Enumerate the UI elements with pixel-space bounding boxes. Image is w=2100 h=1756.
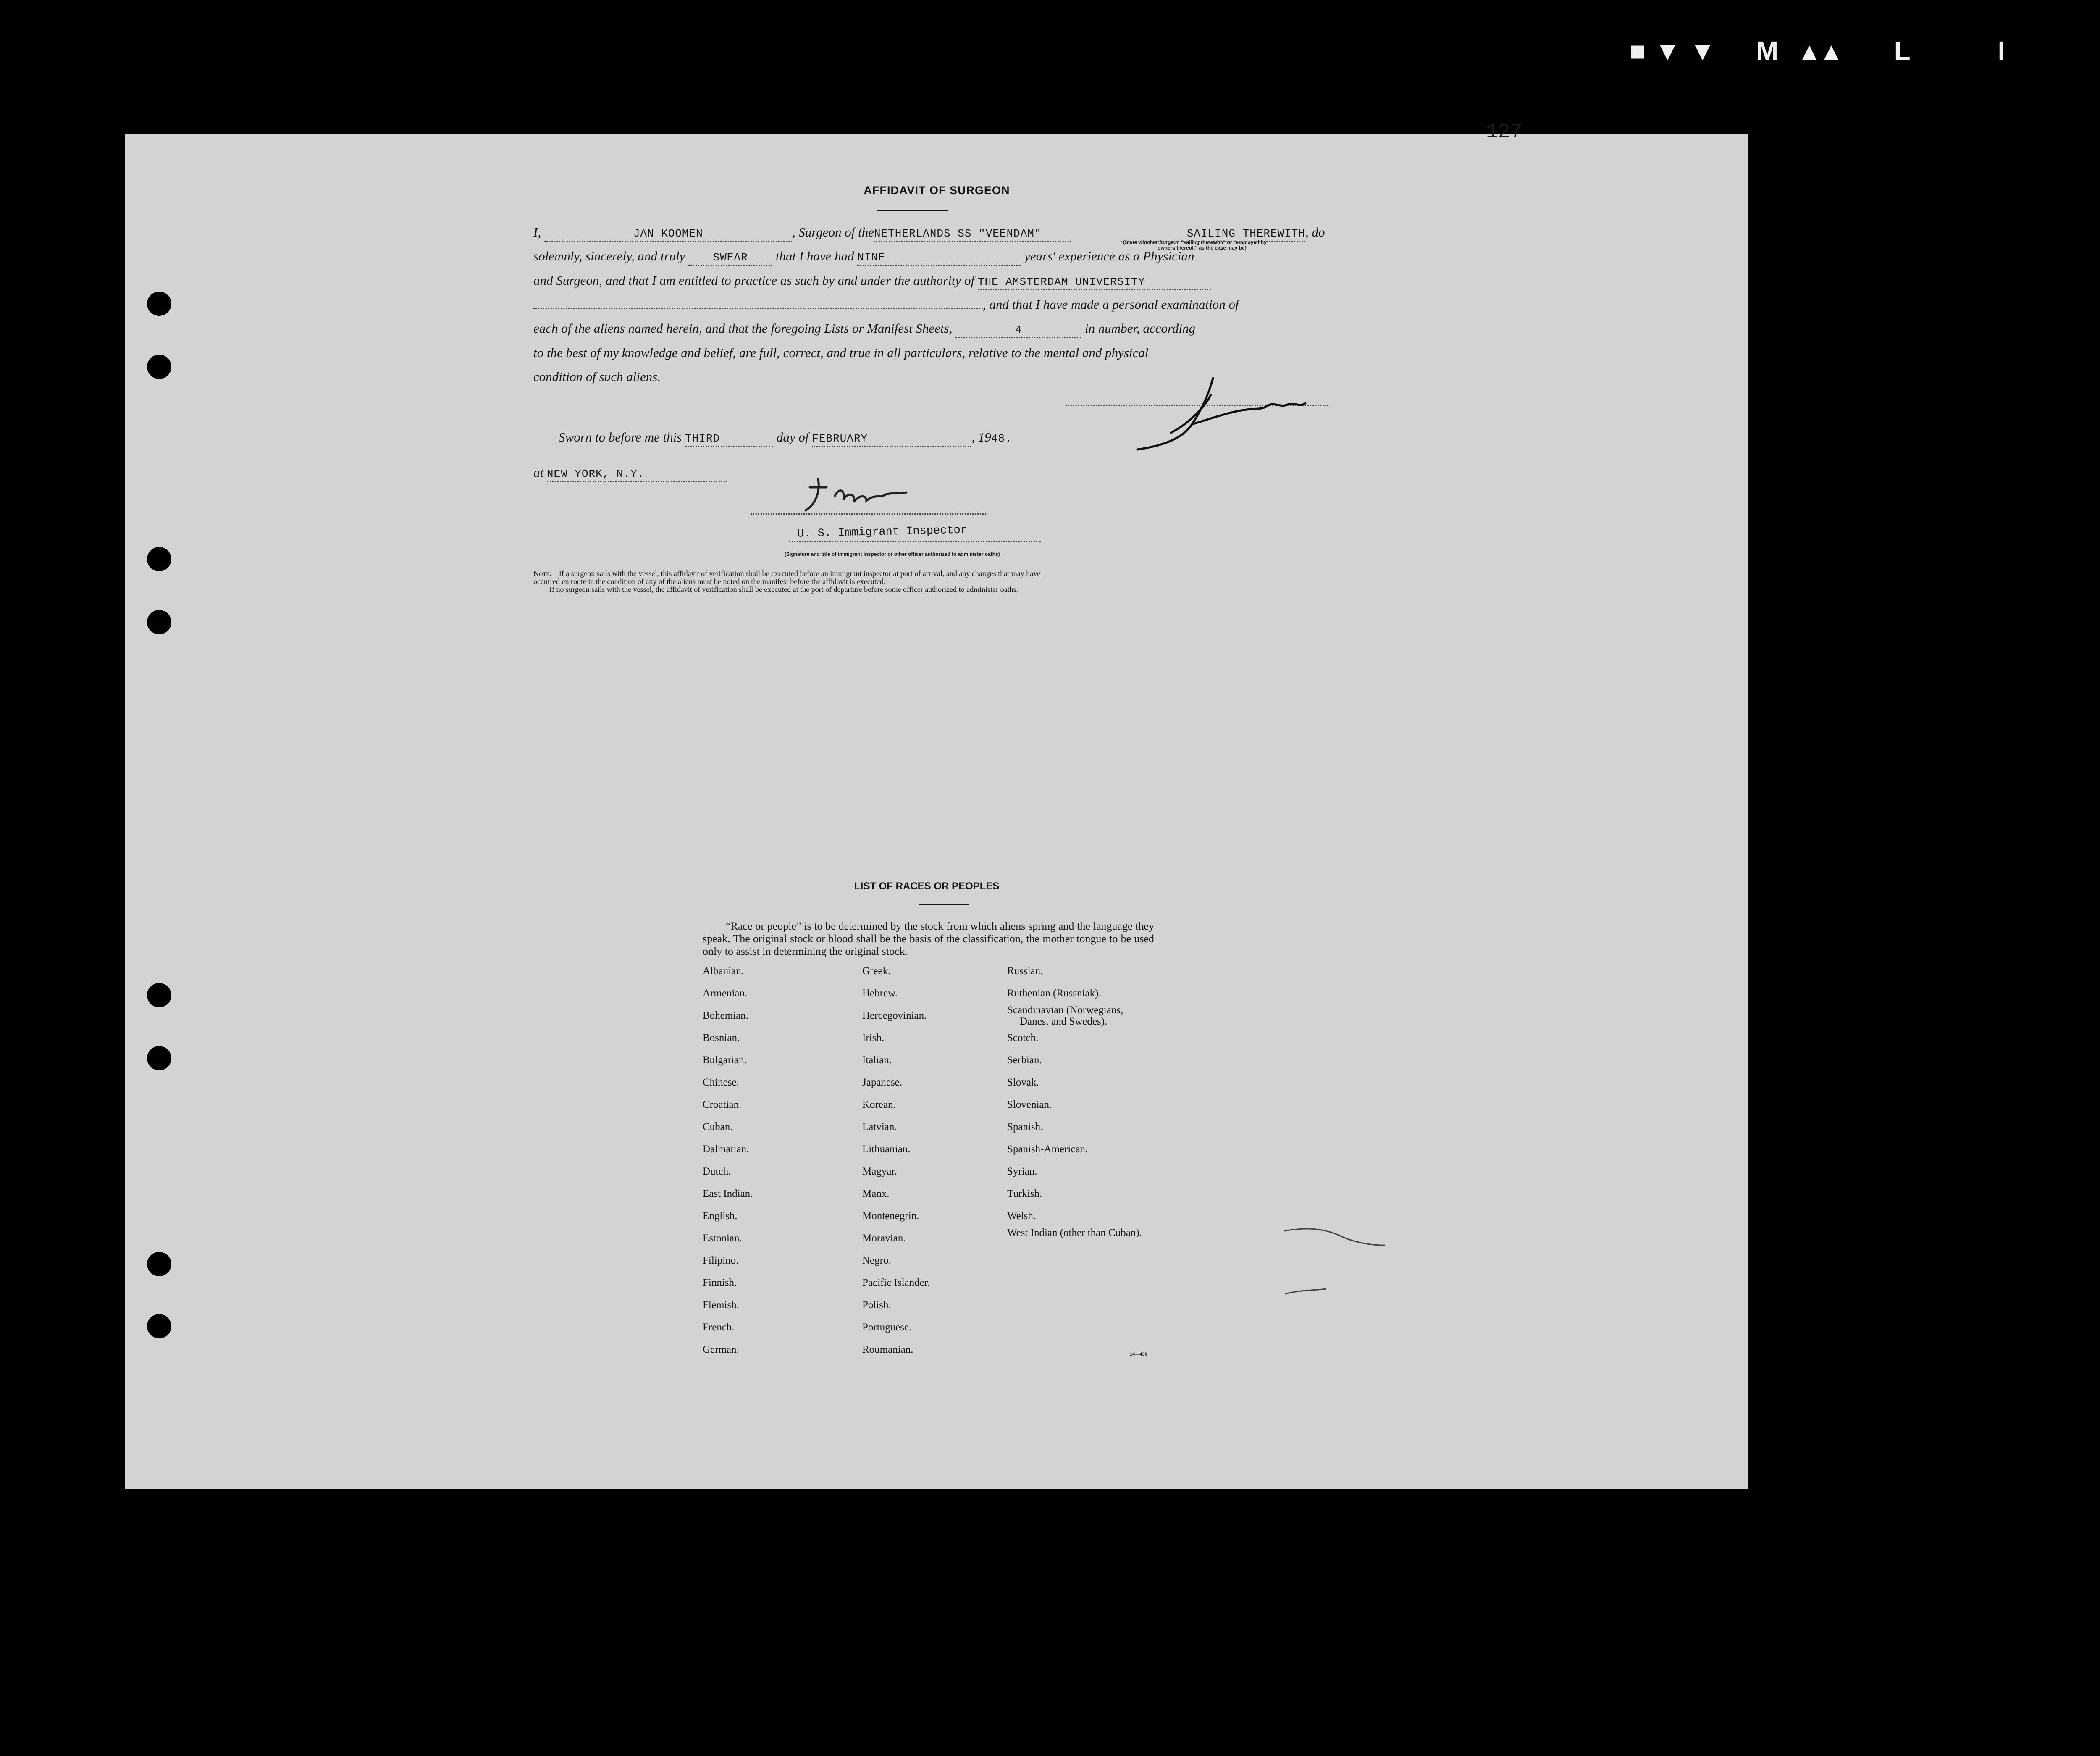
race-item: East Indian. xyxy=(703,1188,753,1199)
affidavit-line-3 xyxy=(533,273,1211,290)
note-line-2: occurred en route in the condition of any of the aliens must be noted on the manifest before the affidavit is executed. xyxy=(533,577,886,586)
races-title-underline xyxy=(919,904,969,905)
race-item: Scandinavian (Norwegians, Danes, and Swedes). xyxy=(1007,1004,1124,1027)
sworn-day-field: THIRD xyxy=(685,431,773,447)
race-item: Spanish-American. xyxy=(1007,1144,1088,1155)
race-item: Dutch. xyxy=(703,1166,731,1177)
races-title: LIST OF RACES OR PEOPLES xyxy=(854,881,1000,892)
binder-hole xyxy=(147,355,171,379)
race-item: Italian. xyxy=(862,1054,892,1066)
race-item: Latvian. xyxy=(862,1121,897,1133)
race-item: Irish. xyxy=(862,1032,885,1044)
race-item: Bohemian. xyxy=(703,1010,749,1021)
line1-suffix: , do xyxy=(1305,225,1325,239)
race-item: Bosnian. xyxy=(703,1032,740,1044)
race-item: Bulgarian. xyxy=(703,1054,747,1066)
sworn-mid: day of xyxy=(776,430,809,444)
at-prefix: at xyxy=(533,465,544,480)
stray-marks xyxy=(1284,1227,1419,1298)
race-item: Portuguese. xyxy=(862,1322,912,1333)
authority-field: THE AMSTERDAM UNIVERSITY xyxy=(978,275,1211,290)
race-item: French. xyxy=(703,1322,735,1333)
race-item: Hebrew. xyxy=(862,988,898,999)
affidavit-line-1 xyxy=(533,225,1071,242)
binder-hole xyxy=(147,610,171,634)
inspector-title: U. S. Immigrant Inspector xyxy=(797,524,968,541)
races-column-2 xyxy=(862,960,1005,1361)
race-item: Spanish. xyxy=(1007,1121,1043,1133)
race-item: Polish. xyxy=(862,1299,891,1311)
race-item: Syrian. xyxy=(1007,1166,1037,1177)
races-column-3 xyxy=(1007,960,1154,1249)
race-item: Moravian. xyxy=(862,1233,906,1244)
race-item: Montenegrin. xyxy=(862,1210,919,1222)
binder-hole xyxy=(147,292,171,316)
race-item: Hercegovinian. xyxy=(862,1010,927,1021)
affidavit-line-4 xyxy=(533,297,1239,312)
race-item: Ruthenian (Russniak). xyxy=(1007,988,1101,999)
race-item: Serbian. xyxy=(1007,1054,1042,1066)
sworn-line xyxy=(559,430,1012,447)
race-item: Chinese. xyxy=(703,1077,739,1088)
race-item: Russian. xyxy=(1007,965,1043,977)
race-item: Greek. xyxy=(862,965,891,977)
race-item: Albanian. xyxy=(703,965,744,977)
binder-hole xyxy=(147,547,171,571)
surgeon-signature xyxy=(1129,370,1305,454)
race-item: Pacific Islander. xyxy=(862,1277,930,1288)
vessel-field: NETHERLANDS SS "VEENDAM" xyxy=(874,226,1071,242)
note-lead: Note. xyxy=(533,569,551,578)
race-item: Japanese. xyxy=(862,1077,903,1088)
surgeon-name-field: JAN KOOMEN xyxy=(544,226,792,242)
sailing-hint-1: (State whether Surgeon "sailing therewith" or "employed by xyxy=(1123,239,1267,245)
race-item: Cuban. xyxy=(703,1121,733,1133)
race-item: Lithuanian. xyxy=(862,1144,911,1155)
race-item: Negro. xyxy=(862,1255,891,1266)
affidavit-title: AFFIDAVIT OF SURGEON xyxy=(864,184,1010,197)
race-item: West Indian (other than Cuban). xyxy=(1007,1227,1142,1238)
note-text-1: —If a surgeon sails with the vessel, this affidavit of verification shall be executed before an immigrant inspector at port of arrival, and any changes that may have xyxy=(551,569,1041,578)
place-field: NEW YORK, N.Y. xyxy=(547,467,727,482)
race-item: Welsh. xyxy=(1007,1210,1036,1222)
sworn-month-field: FEBRUARY xyxy=(812,431,971,447)
line5-suffix: in number, according xyxy=(1084,321,1196,336)
races-intro: “Race or people” is to be determined by the stock from which aliens spring and the language they speak. The original stock or blood shall be the basis of the classification, the mother tongue to be used only to assist in determining the original stock. xyxy=(703,920,1154,957)
race-item: Armenian. xyxy=(703,988,748,999)
sheets-count-field: 4 xyxy=(956,323,1082,338)
race-item: German. xyxy=(703,1344,739,1355)
affidavit-line-5 xyxy=(533,321,1195,338)
race-item: Slovenian. xyxy=(1007,1099,1052,1110)
binder-hole xyxy=(147,1314,171,1338)
sworn-year-field: 48. xyxy=(991,432,1012,445)
page-number: 127 xyxy=(1486,121,1522,144)
line2-prefix: solemnly, sincerely, and truly xyxy=(533,249,685,263)
race-item: Finnish. xyxy=(703,1277,737,1288)
race-item: Magyar. xyxy=(862,1166,897,1177)
line2-suffix: years' experience as a Physician xyxy=(1024,249,1194,263)
note-line-1 xyxy=(533,570,1040,578)
film-frame-marks: ■▼▼ M ▴▴ L I xyxy=(1630,36,2014,66)
line1-prefix: I, xyxy=(533,225,541,239)
sailing-field: SAILING THEREWITH xyxy=(1121,226,1305,242)
inspector-signature-line xyxy=(751,513,986,515)
race-item: Filipino. xyxy=(703,1255,739,1266)
at-line xyxy=(533,465,727,482)
authority-field-continued xyxy=(533,308,983,309)
race-item: Turkish. xyxy=(1007,1188,1042,1199)
race-item: Roumanian. xyxy=(862,1344,914,1355)
race-item: English. xyxy=(703,1210,738,1222)
years-field: NINE xyxy=(857,250,1021,266)
binder-hole xyxy=(147,1046,171,1070)
race-item: Estonian. xyxy=(703,1233,742,1244)
race-item: Scotch. xyxy=(1007,1032,1039,1044)
oath-field: SWEAR xyxy=(688,250,772,266)
line2-mid: that I have had xyxy=(775,249,854,263)
inspector-title-line xyxy=(789,541,1041,542)
race-item: Korean. xyxy=(862,1099,896,1110)
affidavit-line-6: to the best of my knowledge and belief, are full, correct, and true in all particulars, relative to the mental and physical xyxy=(533,345,1149,360)
sworn-prefix: Sworn to before me this xyxy=(559,430,682,444)
line4-suffix: , and that I have made a personal examination of xyxy=(983,297,1239,312)
note-line-3: If no surgeon sails with the vessel, the affidavit of verification shall be executed at the port of departure before some officer authorized to administer oaths. xyxy=(549,585,1018,594)
affidavit-line-2 xyxy=(533,249,1194,266)
line1-mid: , Surgeon of the xyxy=(792,225,874,239)
sailing-hint-2: owners thereof," as the case may be) xyxy=(1158,245,1247,251)
affidavit-line-7: condition of such aliens. xyxy=(533,369,661,384)
line3-prefix: and Surgeon, and that I am entitled to practice as such by and under the authority of xyxy=(533,273,975,288)
race-item: Slovak. xyxy=(1007,1077,1039,1088)
races-column-1 xyxy=(703,960,845,1361)
binder-hole xyxy=(147,983,171,1007)
line5-prefix: each of the aliens named herein, and that the foregoing Lists or Manifest Sheets, xyxy=(533,321,953,336)
race-item: Dalmatian. xyxy=(703,1144,749,1155)
sworn-year-prefix: , 19 xyxy=(971,430,991,444)
form-number: 14—430 xyxy=(1130,1352,1147,1357)
binder-hole xyxy=(147,1252,171,1276)
title-underline xyxy=(877,210,948,211)
race-item: Flemish. xyxy=(703,1299,739,1311)
race-item: Croatian. xyxy=(703,1099,742,1110)
race-item: Manx. xyxy=(862,1188,890,1199)
document-sheet xyxy=(125,121,1748,1489)
inspector-caption: (Signature and title of immigrant inspector or other officer authorized to administer oaths) xyxy=(785,551,1000,557)
